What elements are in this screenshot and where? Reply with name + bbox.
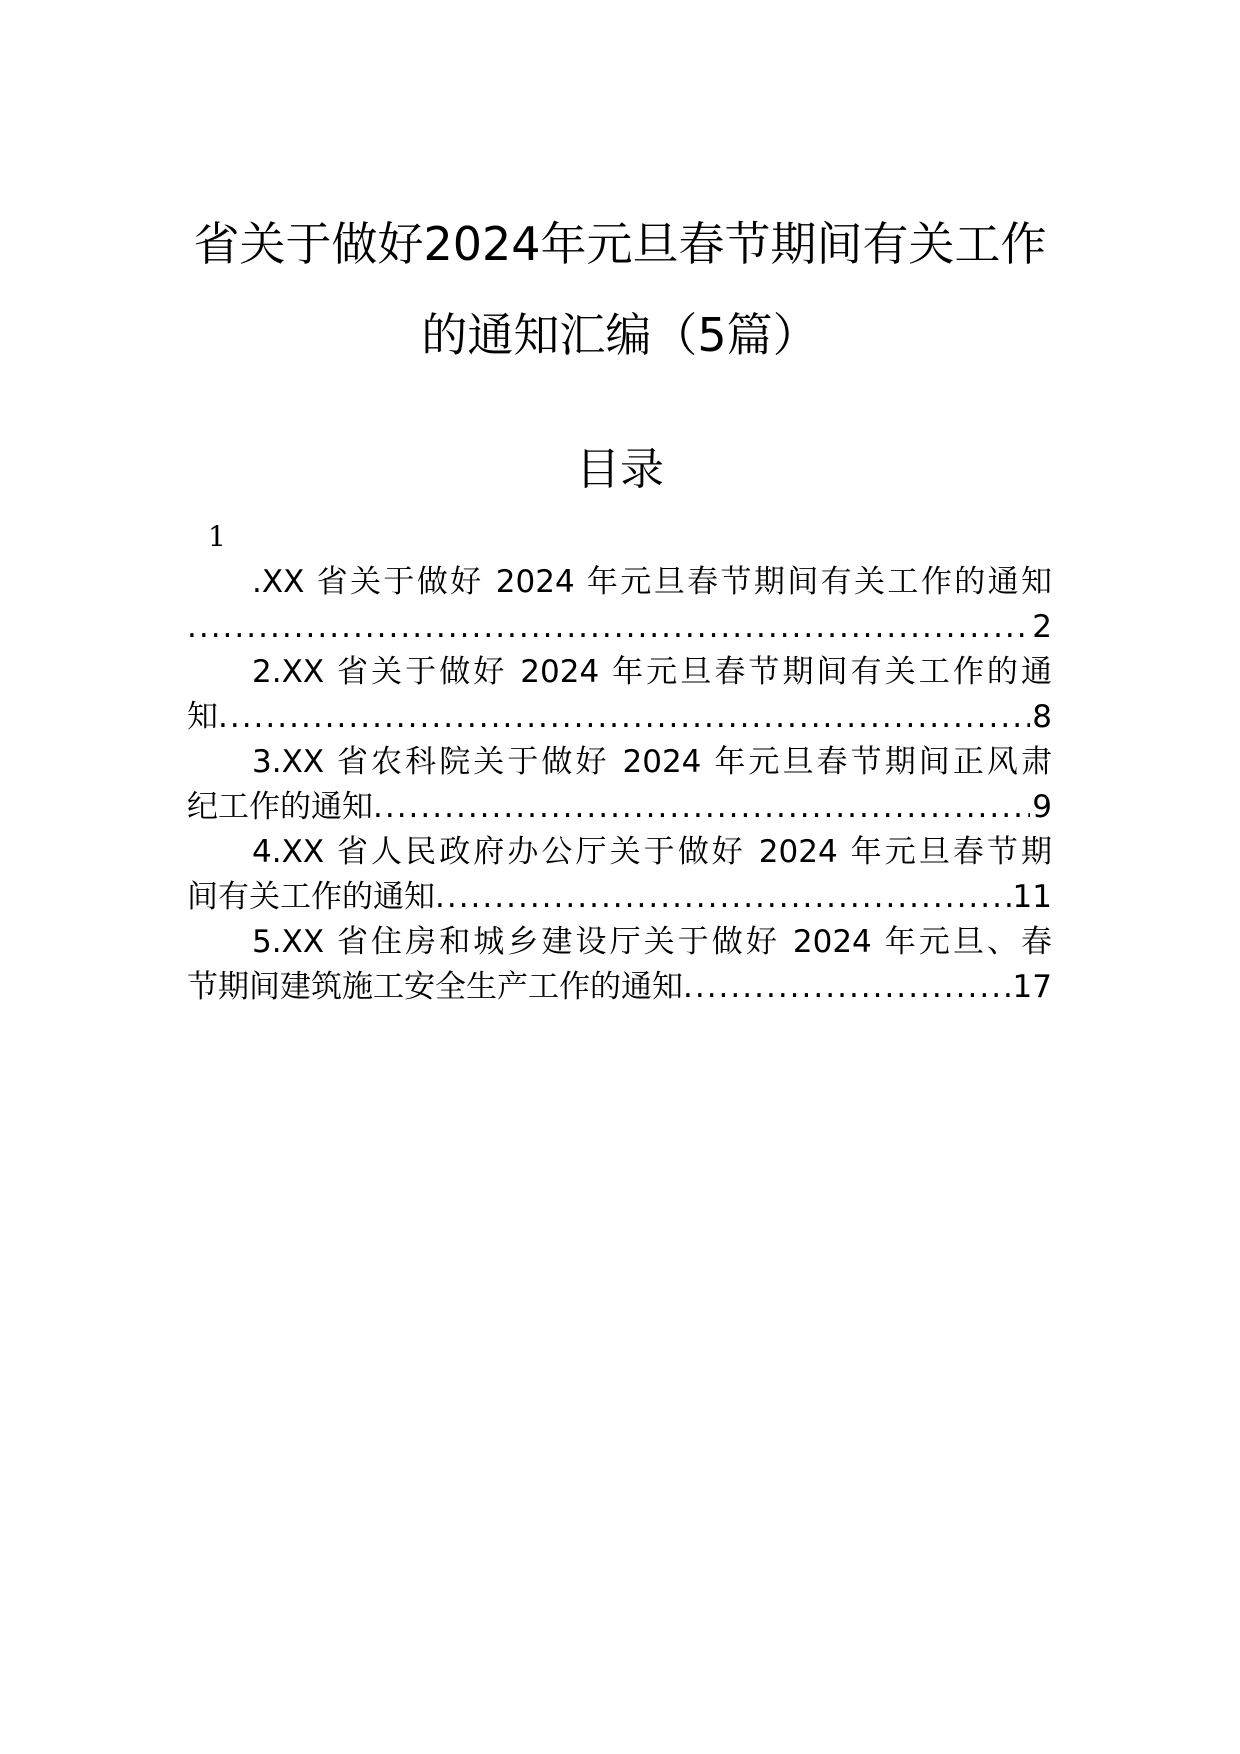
toc-list-marker: 1 [208,520,226,553]
toc-entry[interactable] [187,920,1052,1010]
toc-entry-leader-line [187,785,1052,830]
toc-entry-page-number: 9 [1032,789,1052,825]
toc-entry-title: 4.XX 省人民政府办公厅关于做好 2024 年元旦春节期 [252,834,1052,870]
toc-entry-page-number: 11 [1012,879,1052,915]
toc-entry-leader-line [187,695,1052,740]
toc-entry[interactable] [187,830,1052,920]
document-title-line-2: 的通知汇编（5篇） [421,308,819,362]
toc-entry-title: 5.XX 省住房和城乡建设厅关于做好 2024 年元旦、春 [252,924,1052,960]
toc-entry-page-number: 17 [1012,969,1052,1005]
toc-entry-leader-line [187,605,1052,650]
toc-leader-dots [435,875,1011,920]
toc-entry[interactable] [187,560,1052,650]
toc-leader-dots [683,965,1011,1010]
toc-entry-page-number: 2 [1032,609,1052,645]
toc-leader-dots [218,695,1030,740]
toc-entry-title-continued: 间有关工作的通知 [187,879,435,915]
document-title-line-1: 省关于做好2024年元旦春节期间有关工作 [193,217,1047,271]
toc-entry[interactable] [187,650,1052,740]
toc-entry-title-continued: 知 [187,699,218,735]
toc-entry-title-continued: 纪工作的通知 [187,789,373,825]
toc-entry-leader-line [187,965,1052,1010]
toc-entry-title: 2.XX 省关于做好 2024 年元旦春节期间有关工作的通 [252,654,1052,690]
toc-entry-title-continued: 节期间建筑施工安全生产工作的通知 [187,969,683,1005]
toc-entry-title: .XX 省关于做好 2024 年元旦春节期间有关工作的通知 [252,564,1052,600]
toc-entry-page-number: 8 [1032,699,1052,735]
toc-heading: 目录 [576,444,664,495]
toc-leader-dots [187,605,1030,650]
toc-entry-title: 3.XX 省农科院关于做好 2024 年元旦春节期间正风肃 [252,744,1052,780]
toc-leader-dots [373,785,1030,830]
toc-entry[interactable] [187,740,1052,830]
table-of-contents [187,560,1052,1010]
toc-entry-leader-line [187,875,1052,920]
